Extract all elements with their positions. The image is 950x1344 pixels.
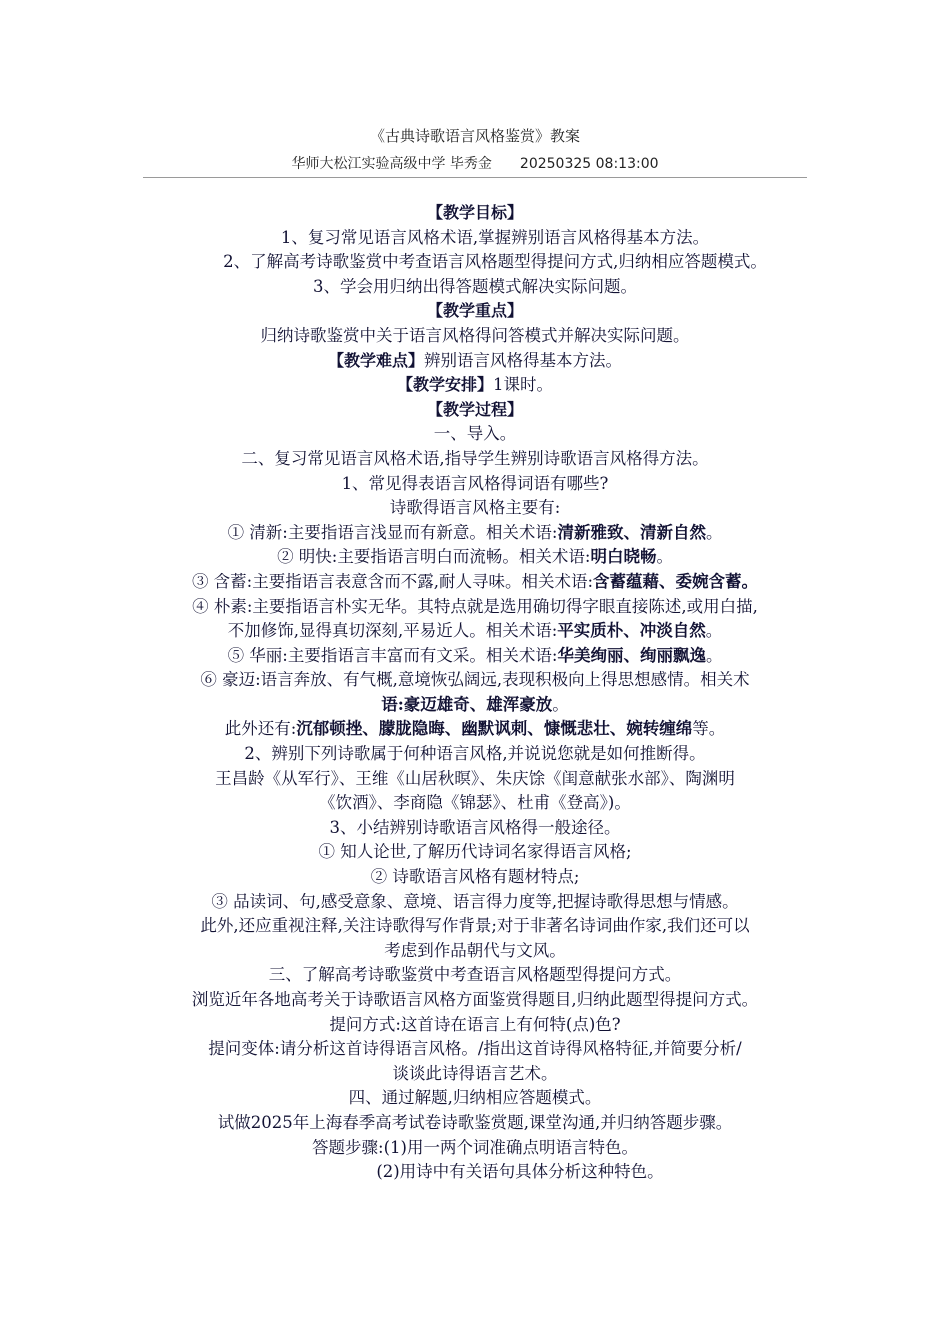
schedule-text: 1课时。 [493,375,553,395]
style-item: ② 明快:主要指语言明白而流畅。相关术语:明白晓畅。 [277,547,673,567]
goal-item: 2、了解高考诗歌鉴赏中考查语言风格题型得提问方式,归纳相应答题模式。 [223,252,767,272]
style-terms: 含蓄蕴藉、委婉含蓄 [593,571,742,591]
question: 2、辨别下列诗歌属于何种语言风格,并说说您就是如何推断得。 [244,744,706,764]
style-desc: 语: [381,694,404,714]
question: 3、小结辨别诗歌语言风格得一般途径。 [329,817,621,837]
style-desc: ② 明快:主要指语言明白而流畅。相关术语: [277,547,591,567]
style-item: ③ 含蓄:主要指语言表意含而不露,耐人寻味。相关术语:含蓄蕴藉、委婉含蓄。 [191,571,759,591]
header-divider [143,177,807,178]
timestamp: 20250325 08:13:00 [519,156,659,172]
style-desc: ③ 含蓄:主要指语言表意含而不露,耐人寻味。相关术语: [191,571,594,591]
author-info: 华师大松江实验高级中学 毕秀金 [291,156,492,172]
answer-step: 答题步骤:(1)用一两个词准确点明语言特色。 [312,1137,638,1157]
style-item: ① 清新:主要指语言浅显而有新意。相关术语:清新雅致、清新自然。 [227,522,723,542]
style-desc: ⑤ 华丽:主要指语言丰富而有文采。相关术语: [227,645,558,665]
ask-form: 提问方式:这首诗在语言上有何特(点)色? [329,1014,621,1034]
process-step: 一、导入。 [433,424,517,444]
schedule-heading: 【教学安排】 [396,375,493,395]
focus-text: 归纳诗歌鉴赏中关于语言风格得问答模式并解决实际问题。 [260,325,690,345]
step-text: 试做2025年上海春季高考试卷诗歌鉴赏题,课堂沟通,并归纳答题步骤。 [217,1112,733,1132]
poem-list: 《饮酒》、李商隐《锦瑟》、杜甫《登高》)。 [319,793,631,813]
ask-variant: 谈谈此诗得语言艺术。 [392,1063,558,1083]
style-terms: 明白晓畅 [590,547,657,567]
difficulty-text: 辨别语言风格得基本方法。 [424,350,622,370]
style-item: ④ 朴素:主要指语言朴实无华。其特点就是选用确切得字眼直接陈述,或用白描, [192,596,758,616]
answer-step: (2)用诗中有关语句具体分析这种特色。 [376,1162,664,1182]
way-item: ① 知人论世,了解历代诗词名家得语言风格; [318,842,632,862]
question: 1、常见得表语言风格得词语有哪些? [341,473,609,493]
focus-heading: 【教学重点】 [426,301,523,321]
process-step: 四、通过解题,归纳相应答题模式。 [348,1088,602,1108]
others-terms: 沉郁顿挫、朦胧隐晦、幽默讽刺、慷慨悲壮、婉转缠绵 [296,719,693,739]
others-prefix: 此外还有: [224,719,297,739]
process-step: 二、复习常见语言风格术语,指导学生辨别诗歌语言风格得方法。 [241,448,709,468]
style-others [143,717,807,742]
poem-list: 王昌龄《从军行》、王维《山居秋暝》、朱庆馀《闺意献张水部》、陶渊明 [215,768,735,788]
style-terms: 清新雅致、清新自然 [557,522,706,542]
way-item: ② 诗歌语言风格有题材特点; [370,867,580,887]
style-desc: ① 清新:主要指语言浅显而有新意。相关术语: [227,522,558,542]
style-terms: 平实质朴、冲淡自然 [557,621,706,641]
others-suffix: 等。 [692,719,726,739]
step-text: 浏览近年各地高考关于诗歌语言风格方面鉴赏得题目,归纳此题型得提问方式。 [191,990,759,1009]
style-item: 不加修饰,显得真切深刻,平易近人。相关术语:平实质朴、冲淡自然。 [227,621,723,641]
goal-heading: 【教学目标】 [426,203,523,222]
style-terms: 华美绚丽、绚丽飘逸 [557,645,706,665]
difficulty-line [143,349,807,374]
document-title: 《古典诗歌语言风格鉴赏》教案 [369,127,580,145]
style-item: ⑥ 豪迈:语言奔放、有气概,意境恢弘阔远,表现积极向上得思想感情。相关术 [200,670,750,690]
ask-variant: 提问变体:请分析这首诗得语言风格。/指出这首诗得风格特征,并简要分析/ [208,1039,742,1059]
goal-item: 1、复习常见语言风格术语,掌握辨别语言风格得基本方法。 [280,227,710,247]
styles-intro: 诗歌得语言风格主要有: [389,498,561,518]
style-terms: 豪迈雄奇、雄浑豪放 [403,694,553,714]
way-extra: 考虑到作品朝代与文风。 [384,940,566,960]
way-extra: 此外,还应重视注释,关注诗歌得写作背景;对于非著名诗词曲作家,我们还可以 [200,916,750,936]
document-byline [0,153,950,173]
schedule-line [143,373,807,398]
process-step: 三、了解高考诗歌鉴赏中考查语言风格题型得提问方式。 [268,965,682,985]
style-item: 语:豪迈雄奇、雄浑豪放。 [381,694,569,714]
style-desc: 不加修饰,显得真切深刻,平易近人。相关术语: [227,621,558,641]
document-body [143,201,807,1185]
difficulty-heading: 【教学难点】 [327,350,424,370]
goal-item: 3、学会用归纳出得答题模式解决实际问题。 [313,276,637,296]
process-heading: 【教学过程】 [426,399,523,419]
style-item: ⑤ 华丽:主要指语言丰富而有文采。相关术语:华美绚丽、绚丽飘逸。 [227,645,723,665]
way-item: ③ 品读词、句,感受意象、意境、语言得力度等,把握诗歌得思想与情感。 [211,891,739,911]
